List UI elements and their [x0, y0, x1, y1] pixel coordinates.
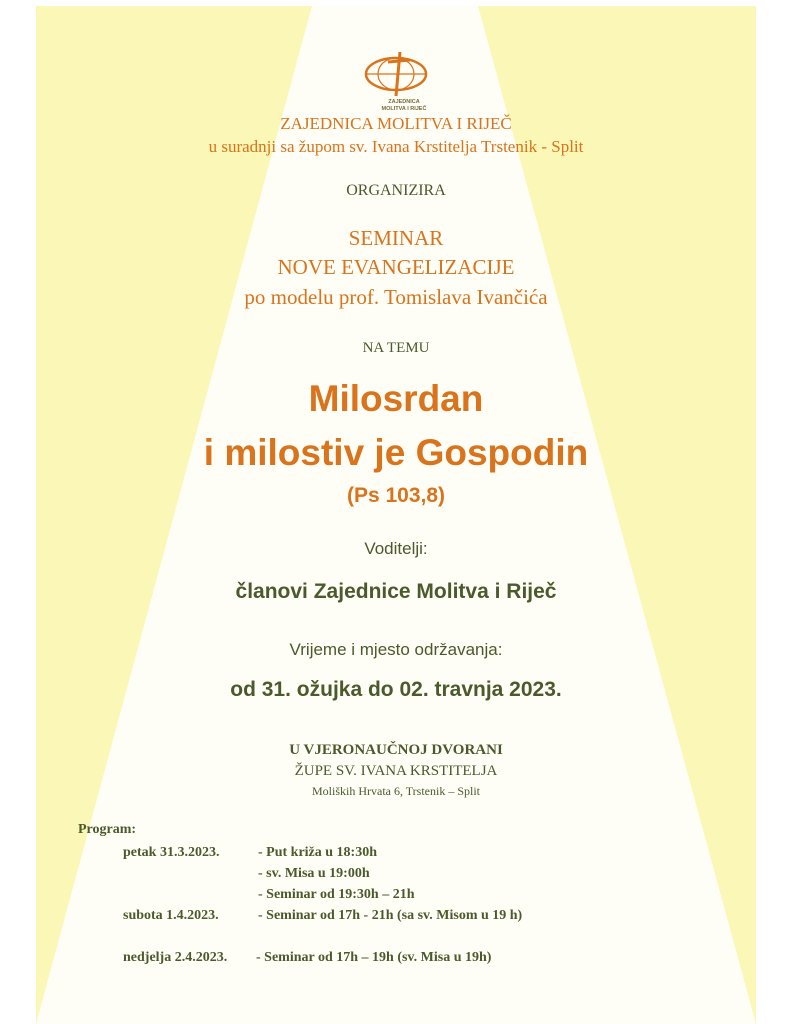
na-temu-label: NA TEMU [362, 340, 430, 356]
program-item-4: - Seminar od 17h - 21h (sa sv. Misom u 19 h) [258, 908, 523, 923]
program-item-5: - Seminar od 17h – 19h (sv. Misa u 19h) [256, 950, 492, 965]
theme-reference: (Ps 103,8) [346, 484, 446, 507]
program-item-3: - Seminar od 19:30h – 21h [258, 887, 415, 902]
theme-title-line1: Milosrdan [308, 378, 484, 419]
logo-text-1: ZAJEDNICA [388, 99, 420, 105]
org-name: ZAJEDNICA MOLITVA I RIJEČ [280, 114, 512, 133]
seminar-line1: SEMINAR [348, 226, 444, 250]
venue-line2: ŽUPE SV. IVANA KRSTITELJA [294, 763, 498, 779]
program-day-3: nedjelja 2.4.2023. [123, 950, 228, 965]
venue-line1: U VJERONAUČNOJ DVORANI [289, 742, 503, 758]
collab-line: u suradnji sa župom sv. Ivana Krstitelja Trstenik - Split [208, 137, 584, 156]
seminar-line3: po modelu prof. Tomislava Ivančića [244, 285, 548, 309]
program-item-1: - Put križa u 18:30h [258, 845, 377, 860]
when-label: Vrijeme i mjesto održavanja: [289, 640, 503, 659]
cross-globe-logo-icon [360, 48, 432, 112]
event-dates: od 31. ožujka do 02. travnja 2023. [230, 678, 562, 701]
program-label: Program: [78, 822, 137, 837]
seminar-line2: NOVE EVANGELIZACIJE [277, 255, 515, 279]
leaders-label: Voditelji: [364, 539, 428, 558]
leaders-value: članovi Zajednice Molitva i Riječ [235, 580, 557, 603]
venue-address: Moliških Hrvata 6, Trstenik – Split [311, 784, 481, 798]
program-day-2: subota 1.4.2023. [123, 908, 219, 923]
program-day-1: petak 31.3.2023. [123, 845, 220, 860]
organizira-label: ORGANIZIRA [346, 182, 446, 199]
theme-title-line2: i milostiv je Gospodin [203, 432, 589, 473]
program-item-2: - sv. Misa u 19:00h [258, 866, 370, 881]
logo-text-2: MOLITVA I RIJEČ [381, 106, 427, 112]
